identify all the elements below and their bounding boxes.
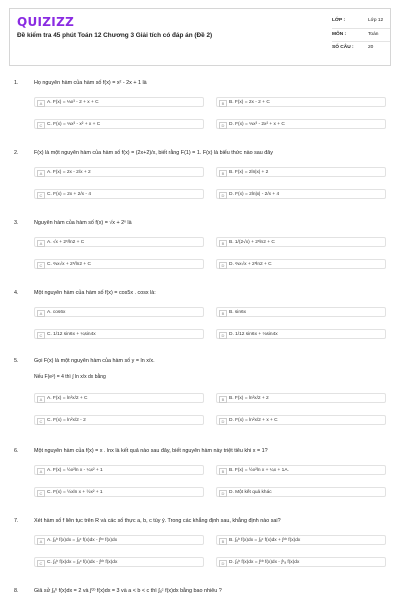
option-letter-box: B	[219, 240, 227, 248]
answer-option-a[interactable]	[34, 97, 204, 107]
question-text: Họ nguyên hàm của hàm số f(x) = x² - 2x + 1 là	[34, 80, 147, 86]
option-text: C. F(x) = 2x + 2/x - 4	[47, 192, 91, 198]
meta-key: LỚP :	[332, 18, 346, 23]
option-text: D. 1/12 sin6x + ⅛sin4x	[229, 332, 278, 338]
option-letter-box: A	[37, 240, 45, 248]
option-letter-box: A	[37, 538, 45, 546]
option-text: D. F(x) = ln²x/2 + x + C	[229, 418, 278, 424]
meta-value: Toán	[368, 31, 379, 37]
question-text: Một nguyên hàm của f(x) = x . lnx là kết quả nào sau đây, biết nguyên hàm này triệt tiêu khi x = 1?	[34, 448, 268, 454]
option-text: B. F(x) = ½x²ln x + ¼x + 1A.	[229, 468, 289, 474]
answer-option-b[interactable]	[216, 237, 386, 247]
option-letter-box: B	[219, 468, 227, 476]
meta-row-subject	[332, 29, 390, 43]
option-text: D. ∫ₐᵇ f(x)dx = ∫ᶜᵇ f(x)dx - ∫ᶜₐ f(x)dx	[229, 560, 300, 566]
option-text: D. Một kết quả khác	[229, 490, 272, 496]
meta-key: MÔN :	[332, 31, 347, 37]
option-letter-box: B	[219, 170, 227, 178]
option-text: A. √x + 2ˣ/ln2 + C	[47, 240, 85, 246]
question-text: Xét hàm số f liên tục trên R và các số thực a, b, c tùy ý. Trong các khẳng định sau, khẳng định nào sai?	[34, 518, 281, 524]
answer-option-c[interactable]	[34, 119, 204, 129]
answer-option-b[interactable]	[216, 465, 386, 475]
meta-row-class	[332, 15, 390, 29]
option-text: C. 1/12 sin6x + ¼sin4x	[47, 332, 96, 338]
option-text: A. cos6x	[47, 310, 66, 316]
option-letter-box: D	[219, 560, 227, 568]
quiz-title: Đề kiểm tra 45 phút Toán 12 Chương 3 Giải tích có đáp án (Đề 2)	[17, 32, 213, 39]
quiz-header	[9, 8, 391, 66]
question-text: F(x) là một nguyên hàm của hàm số f(x) = (2x+2)/x, biết rằng F(1) = 1. F(x) là biểu thức nào sau đây	[34, 150, 273, 156]
meta-key: SỐ CÂU :	[332, 45, 354, 50]
answer-option-b[interactable]	[216, 97, 386, 107]
question-number: 6.	[14, 448, 19, 454]
option-text: B. ∫ₐᵇ f(x)dx = ∫ₐᶜ f(x)dx + ∫ᶜᵇ f(x)dx	[229, 538, 301, 544]
answer-option-d[interactable]	[216, 329, 386, 339]
answer-option-b[interactable]	[216, 307, 386, 317]
answer-option-b[interactable]	[216, 535, 386, 545]
question-note: Nếu F(e²) = 4 thì ∫ ln x/x dx bằng	[34, 374, 106, 380]
question-text: Nguyên hàm của hàm số f(x) = √x + 2ˣ là	[34, 220, 132, 226]
question-number: 5.	[14, 358, 19, 364]
option-letter-box: A	[37, 100, 45, 108]
option-letter-box: D	[219, 192, 227, 200]
answer-option-a[interactable]	[34, 307, 204, 317]
option-text: D. F(x) = 2ln|x| - 2/x + 4	[229, 192, 280, 198]
question-number: 2.	[14, 150, 19, 156]
option-text: A. ∫ₐᵇ f(x)dx = ∫ₐᶜ f(x)dx - ∫ᵇᶜ f(x)dx	[47, 538, 118, 544]
answer-option-d[interactable]	[216, 189, 386, 199]
option-letter-box: C	[37, 192, 45, 200]
answer-option-a[interactable]	[34, 535, 204, 545]
answer-option-d[interactable]	[216, 415, 386, 425]
option-letter-box: C	[37, 262, 45, 270]
option-letter-box: A	[37, 310, 45, 318]
option-letter-box: D	[219, 332, 227, 340]
option-letter-box: C	[37, 490, 45, 498]
option-text: B. 1/(2√x) + 2ˣln2 + C	[229, 240, 275, 246]
question-number: 4.	[14, 290, 19, 296]
question-text: Giả sử ∫ₐᵇ f(x)dx = 2 và ∫ᶜᵇ f(x)dx = 3 và a < b < c thì ∫ₐᶜ f(x)dx bằng bao nhiêu ?	[34, 588, 222, 594]
option-text: C. F(x) = ln²x/2 - 2	[47, 418, 86, 424]
answer-option-d[interactable]	[216, 259, 386, 269]
answer-option-c[interactable]	[34, 557, 204, 567]
answer-option-a[interactable]	[34, 167, 204, 177]
answer-option-b[interactable]	[216, 167, 386, 177]
option-text: A. F(x) = ⅓x³ - 2 + x + C	[47, 100, 99, 106]
option-letter-box: B	[219, 538, 227, 546]
option-letter-box: D	[219, 490, 227, 498]
option-text: C. ∫ₐᵇ f(x)dx = ∫ₐᶜ f(x)dx - ∫ᶜᵇ f(x)dx	[47, 560, 118, 566]
option-text: B. sin6x	[229, 310, 247, 316]
question-text: Một nguyên hàm của hàm số f(x) = cos5x . cosx là:	[34, 290, 156, 296]
option-text: A. F(x) = ½x²ln x - ¼x² + 1	[47, 468, 103, 474]
option-letter-box: C	[37, 332, 45, 340]
option-text: D. ⅔x√x + 2ˣln2 + C	[229, 262, 272, 268]
answer-option-a[interactable]	[34, 465, 204, 475]
answer-option-a[interactable]	[34, 393, 204, 403]
meta-row-count	[332, 42, 390, 55]
answer-option-d[interactable]	[216, 557, 386, 567]
option-letter-box: D	[219, 122, 227, 130]
answer-option-c[interactable]	[34, 329, 204, 339]
answer-option-b[interactable]	[216, 393, 386, 403]
answer-option-c[interactable]	[34, 259, 204, 269]
question-number: 8.	[14, 588, 19, 594]
answer-option-d[interactable]	[216, 487, 386, 497]
option-text: A. F(x) = 2x - 2/x + 2	[47, 170, 91, 176]
option-letter-box: A	[37, 170, 45, 178]
option-letter-box: B	[219, 396, 227, 404]
answer-option-d[interactable]	[216, 119, 386, 129]
option-text: B. F(x) = 2ln|x| + 2	[229, 170, 269, 176]
answer-option-c[interactable]	[34, 189, 204, 199]
option-text: C. ⅔x√x + 2ˣ/ln2 + C	[47, 262, 91, 268]
option-text: D. F(x) = ⅓x³ - 2x² + x + C	[229, 122, 285, 128]
quiz-meta-table	[332, 15, 390, 55]
option-letter-box: B	[219, 310, 227, 318]
option-letter-box: D	[219, 418, 227, 426]
option-text: B. F(x) = ln²x/2 + 2	[229, 396, 269, 402]
option-letter-box: C	[37, 418, 45, 426]
meta-value: 20	[368, 45, 374, 50]
option-text: A. F(x) = ln²x/2 + C	[47, 396, 88, 402]
question-text: Gọi F(x) là một nguyên hàm của hàm số y = ln x/x.	[34, 358, 155, 364]
option-letter-box: B	[219, 100, 227, 108]
answer-option-a[interactable]	[34, 237, 204, 247]
option-text: B. F(x) = 2x - 2 + C	[229, 100, 270, 106]
option-text: C. F(x) = ½xln x + ½x² + 1	[47, 490, 103, 496]
question-number: 7.	[14, 518, 19, 524]
option-letter-box: D	[219, 262, 227, 270]
answer-option-c[interactable]	[34, 415, 204, 425]
question-number: 1.	[14, 80, 19, 86]
option-letter-box: A	[37, 396, 45, 404]
question-number: 3.	[14, 220, 19, 226]
option-letter-box: A	[37, 468, 45, 476]
answer-option-c[interactable]	[34, 487, 204, 497]
option-letter-box: C	[37, 122, 45, 130]
quizizz-logo: QUIZIZZ	[17, 15, 75, 29]
option-text: C. F(x) = ⅓x³ - x² + x + C	[47, 122, 101, 128]
option-letter-box: C	[37, 560, 45, 568]
meta-value: Lớp 12	[368, 18, 384, 23]
